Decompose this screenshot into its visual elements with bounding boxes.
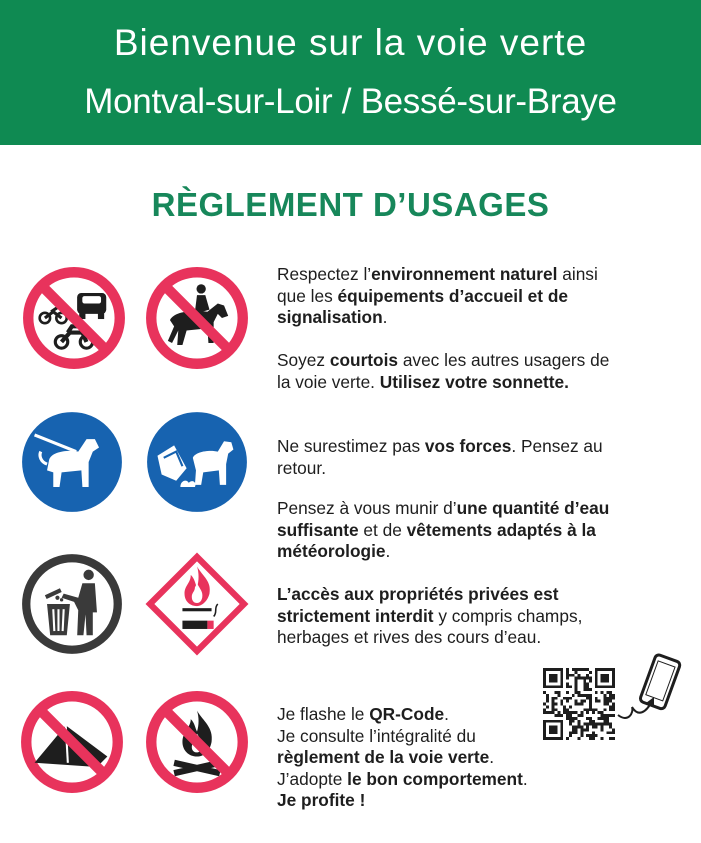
rule-text-bold: vos forces: [424, 436, 512, 456]
header-route: Montval-sur-Loir / Bessé-sur-Braye: [84, 82, 617, 121]
rule-text: et de: [358, 519, 407, 540]
rule-text: .: [444, 704, 449, 724]
rule-text: Pensez à vous munir d’: [277, 498, 457, 518]
rule-text: .: [385, 541, 391, 561]
rule-text: J’adopte: [277, 768, 348, 789]
rule-text: avec les autres usagers de la voie verte.: [277, 350, 610, 392]
rule-text-bold: QR-Code: [369, 704, 445, 724]
rule-strength: [277, 436, 627, 479]
rule-text: .: [522, 768, 528, 789]
rule-qr-code: [277, 704, 539, 812]
rule-text: y compris champs, herbages et rives des cours d’eau.: [277, 605, 583, 647]
dog-on-leash-icon: [20, 410, 124, 514]
page-title: RÈGLEMENT D’USAGES: [151, 186, 550, 223]
no-open-fire-icon: [145, 690, 249, 794]
rule-text: Soyez: [277, 350, 330, 370]
rule-text: .: [489, 747, 495, 767]
fire-hazard-icon: [145, 552, 249, 656]
rule-text: Ne surestimez pas: [277, 436, 425, 456]
rule-text: ainsi que les: [277, 264, 598, 306]
no-camping-icon: [20, 690, 124, 794]
rule-courtesy: [277, 350, 627, 393]
rule-text: Je consulte l’intégralité du: [277, 725, 476, 746]
rule-text-bold: règlement de la voie verte: [277, 747, 490, 767]
rule-text: . Pensez au retour.: [277, 436, 603, 478]
rule-text-bold: une quantité d’eau suffisante: [277, 498, 610, 540]
rule-text-bold: le bon comportement: [347, 768, 523, 789]
rule-private-property: [277, 584, 627, 649]
rule-environment: [277, 264, 627, 329]
header-welcome: Bienvenue sur la voie verte: [113, 22, 588, 63]
no-motor-vehicles-icon: [22, 266, 126, 370]
header-banner: [0, 0, 701, 145]
smartphone-scan-icon: [612, 653, 687, 733]
no-horses-icon: [145, 266, 249, 370]
rule-text-bold: équipements d’accueil et de signalisation: [277, 285, 569, 327]
rule-text-bold: vêtements adaptés à la météorologie: [277, 519, 596, 561]
rule-text-bold: Utilisez votre sonnette.: [379, 371, 569, 392]
rule-text: .: [382, 307, 388, 327]
pick-up-dog-waste-icon: [145, 410, 249, 514]
use-trash-bin-icon: [20, 552, 124, 656]
rule-text: Je flashe le: [277, 704, 370, 724]
qr-code-icon[interactable]: [543, 668, 615, 740]
rule-text: Respectez l’: [277, 264, 372, 284]
rule-water-clothing: [277, 498, 627, 563]
rule-text-bold: environnement naturel: [371, 264, 558, 284]
rule-text-bold: courtois: [329, 350, 399, 370]
rule-text-bold: Je profite !: [277, 790, 366, 810]
rule-text-bold: L’accès aux propriétés privées est strictement interdit: [277, 584, 559, 626]
